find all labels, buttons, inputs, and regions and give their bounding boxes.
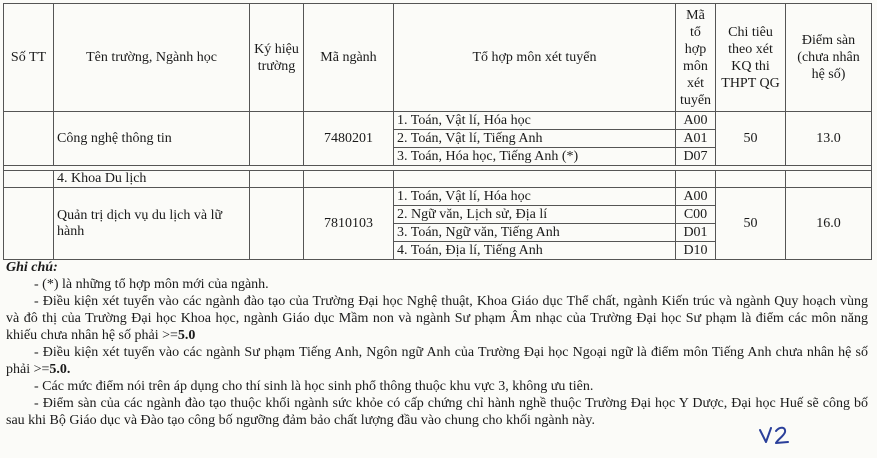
header-stt: Số TT xyxy=(4,4,54,112)
header-ten: Tên trường, Ngành học xyxy=(54,4,250,112)
school-code-cell xyxy=(250,112,304,166)
combo-code: D01 xyxy=(676,224,716,242)
header-tohop: Tổ hợp môn xét tuyển xyxy=(394,4,676,112)
combo-code: D07 xyxy=(676,148,716,166)
combo-code: A01 xyxy=(676,130,716,148)
major-name: Công nghệ thông tin xyxy=(54,112,250,166)
quota: 50 xyxy=(716,188,786,260)
combo-label: 2. Toán, Vật lí, Tiếng Anh xyxy=(394,130,676,148)
table-row xyxy=(4,112,872,130)
floor-score: 13.0 xyxy=(786,112,872,166)
combo-code: A00 xyxy=(676,112,716,130)
header-chitieu: Chi tiêu theo xét KQ thi THPT QG xyxy=(716,4,786,112)
combo-label: 1. Toán, Vật lí, Hóa học xyxy=(394,112,676,130)
header-row xyxy=(4,4,872,112)
notes-title: Ghi chú: xyxy=(6,260,58,275)
combo-code: A00 xyxy=(676,188,716,206)
table-row xyxy=(4,188,872,206)
notes-section xyxy=(6,259,868,429)
header-kyhieu: Ký hiệu trường xyxy=(250,4,304,112)
combo-label: 4. Toán, Địa lí, Tiếng Anh xyxy=(394,242,676,260)
handwritten-signature xyxy=(758,424,808,448)
major-code: 7810103 xyxy=(304,188,394,260)
quota: 50 xyxy=(716,112,786,166)
combo-code: C00 xyxy=(676,206,716,224)
section-title: 4. Khoa Du lịch xyxy=(54,171,250,188)
stt-cell xyxy=(4,188,54,260)
note-new-combos: - (*) là những tổ hợp môn mới của ngành. xyxy=(34,277,269,292)
school-code-cell xyxy=(250,188,304,260)
admission-table xyxy=(3,3,872,260)
major-name: Quản trị dịch vụ du lịch và lữ hành xyxy=(54,188,250,260)
major-code: 7480201 xyxy=(304,112,394,166)
note-region: - Các mức điểm nói trên áp dụng cho thí sinh là học sinh phổ thông thuộc khu vực 3, không ưu tiên. xyxy=(34,379,594,394)
combo-label: 3. Toán, Hóa học, Tiếng Anh (*) xyxy=(394,148,676,166)
stt-cell xyxy=(4,112,54,166)
header-diemsan: Điểm sàn (chưa nhân hệ số) xyxy=(786,4,872,112)
note-health: - Điểm sàn của các ngành đào tạo thuộc khối ngành sức khỏe có cấp chứng chỉ hành nghề thuộc Trường Đại học Y Dược, Đại học Huế sẽ công bố sau khi Bộ Giáo dục và Đào tạo công bố ngưỡng đảm bảo chất lượng đầu vào chung cho khối ngành này. xyxy=(6,396,868,428)
header-manganh: Mã ngành xyxy=(304,4,394,112)
combo-code: D10 xyxy=(676,242,716,260)
header-matohop: Mã tổ hợp môn xét tuyển xyxy=(676,4,716,112)
combo-label: 1. Toán, Vật lí, Hóa học xyxy=(394,188,676,206)
combo-label: 2. Ngữ văn, Lịch sử, Địa lí xyxy=(394,206,676,224)
floor-score: 16.0 xyxy=(786,188,872,260)
section-row xyxy=(4,171,872,188)
note-aptitude: - Điều kiện xét tuyển vào các ngành đào tạo của Trường Đại học Nghệ thuật, Khoa Giáo dục Thể chất, ngành Kiến trúc và ngành Quy hoạch vùng và đô thị của Trường Đại học Khoa học, ngành Giáo dục Mầm non và ngành Sư phạm Âm nhạc của Trường Đại học Sư phạm là điểm các môn năng khiếu chưa nhân hệ số phải >=5.0 xyxy=(6,294,868,343)
combo-label: 3. Toán, Ngữ văn, Tiếng Anh xyxy=(394,224,676,242)
note-english: - Điều kiện xét tuyển vào các ngành Sư phạm Tiếng Anh, Ngôn ngữ Anh của Trường Đại học Ngoại ngữ là điểm môn Tiếng Anh chưa nhân hệ số phải >=5.0. xyxy=(6,345,868,377)
